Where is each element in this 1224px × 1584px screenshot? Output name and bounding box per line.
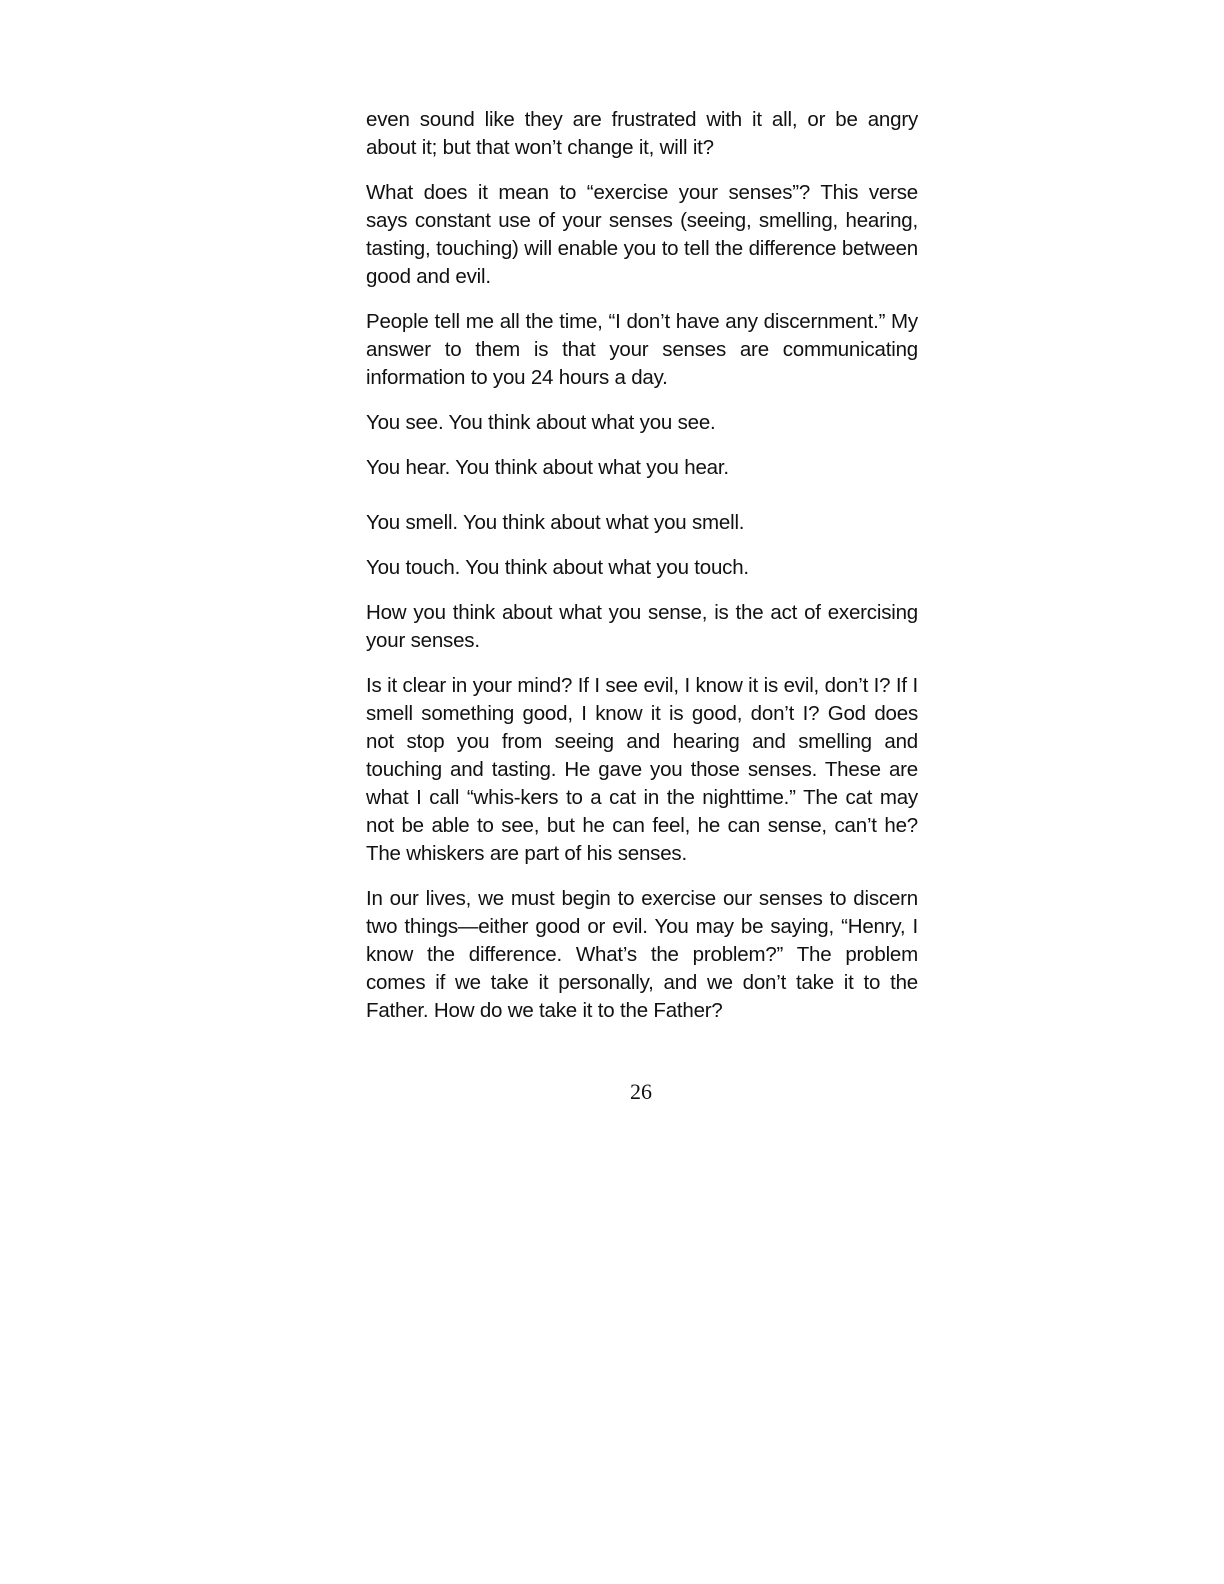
paragraph: You see. You think about what you see. <box>366 411 716 434</box>
paragraph: In our lives, we must begin to exercise our senses to discern two things—either good or evil. You may be saying, “Henry, I know the difference. What’s the problem?” The problem comes if we take it personally, and we don’t take it to the Father. How do we take it to the Father? <box>366 887 918 1022</box>
body-text <box>366 106 918 1042</box>
paragraph: You touch. You think about what you touch. <box>366 556 749 579</box>
paragraph: People tell me all the time, “I don’t have any discernment.” My answer to them is that your senses are communicating information to you 24 hours a day. <box>366 310 918 389</box>
paragraph: Is it clear in your mind? If I see evil, I know it is evil, don’t I? If I smell something good, I know it is good, don’t I? God does not stop you from seeing and hearing and smelling and touching and tasting. He gave you those senses. These are what I call “whis-kers to a cat in the nighttime.” The cat may not be able to see, but he can feel, he can sense, can’t he? The whiskers are part of his senses. <box>366 674 918 865</box>
paragraph: even sound like they are frustrated with it all, or be angry about it; but that won’t change it, will it? <box>366 108 918 159</box>
paragraph: You smell. You think about what you smell. <box>366 511 745 534</box>
page-number: 26 <box>630 1079 652 1104</box>
paragraph: You hear. You think about what you hear. <box>366 456 729 479</box>
paragraph: How you think about what you sense, is the act of exercising your senses. <box>366 601 918 652</box>
paragraph: What does it mean to “exercise your senses”? This verse says constant use of your senses (seeing, smelling, hearing, tasting, touching) will enable you to tell the difference between good and evil. <box>366 181 918 288</box>
